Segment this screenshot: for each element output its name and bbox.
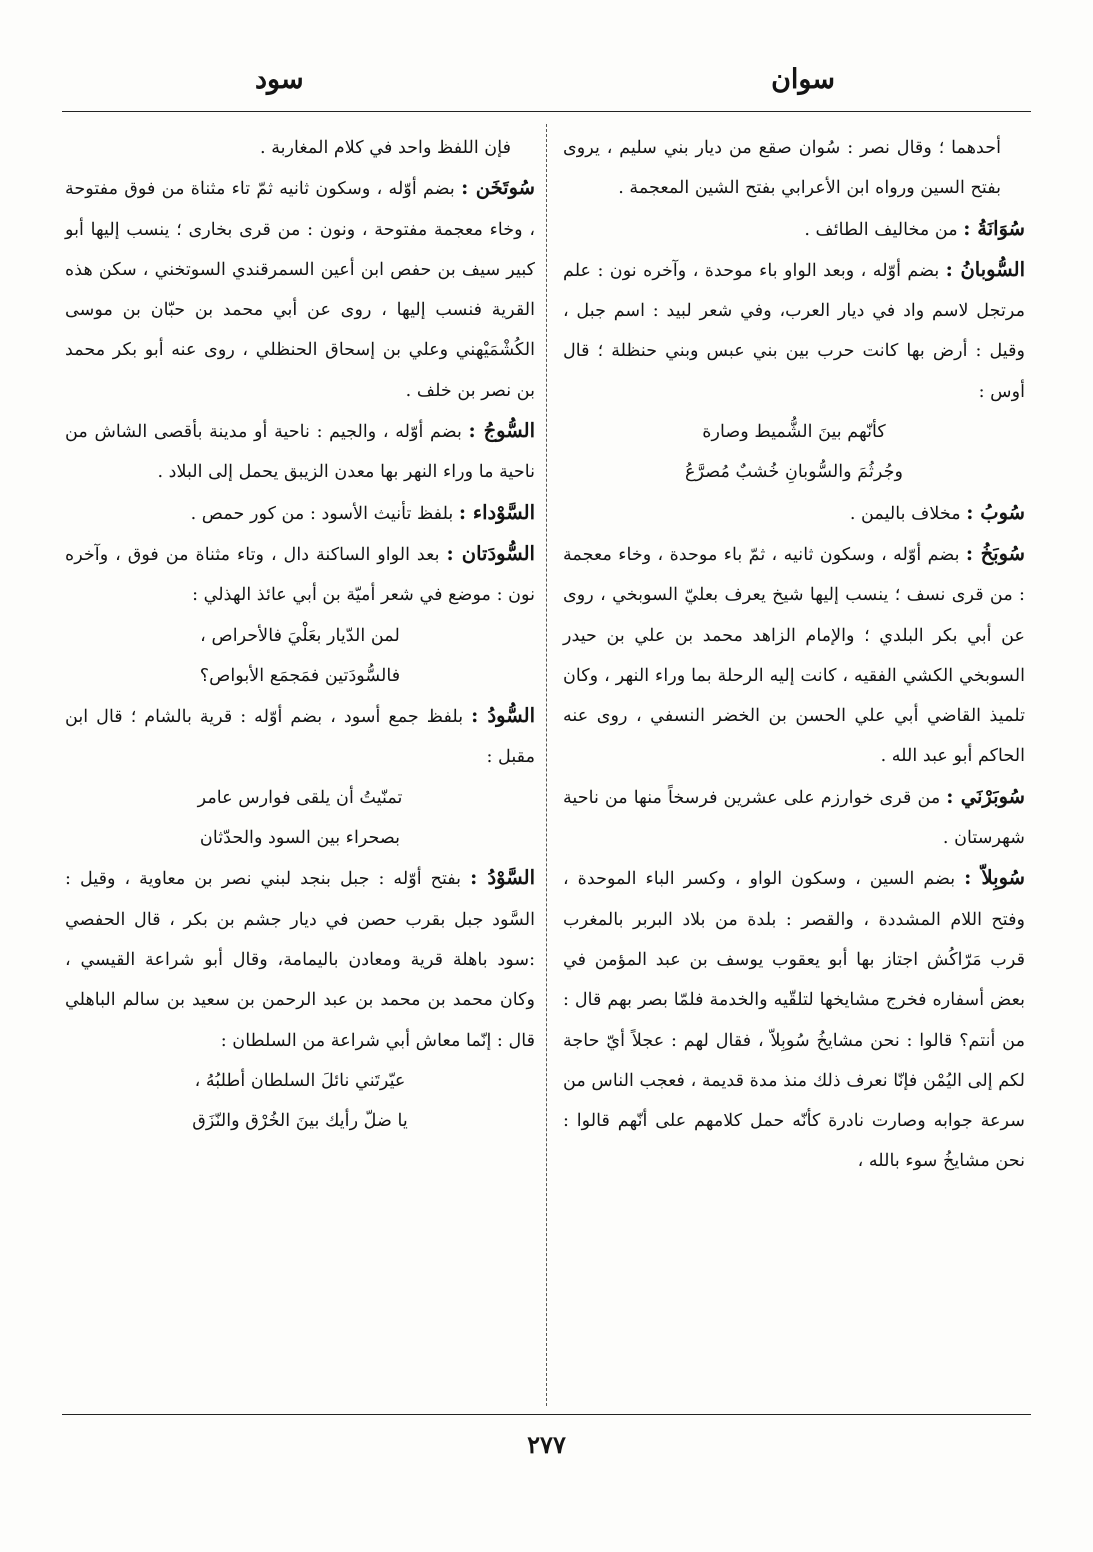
dictionary-entry [65, 411, 535, 493]
entry-definition: بعد الواو الساكنة دال ، وتاء مثناة من فوق ، وآخره نون : موضع في شعر أميّة بن أبي عائذ الهذلي : [65, 544, 535, 606]
entry-headword: سُوبُ : [966, 500, 1025, 524]
entry-definition: بلفظ تأنيث الأسود : من كور حمص . [190, 503, 459, 524]
entry-headword: سُوَانَةُ : [963, 216, 1025, 240]
dictionary-entry [563, 858, 1025, 1181]
continued-text: أحدهما ؛ وقال نصر : سُوان صقع من ديار بني سليم ، يروى بفتح السين ورواه ابن الأعرابي بفتح الشين المعجمة . [563, 138, 1001, 199]
entry-headword: السُّودُ : [471, 704, 536, 728]
dictionary-entry [563, 250, 1025, 412]
verse-line: عيّرتَني نائلَ السلطان أطلبُهُ ، [194, 1070, 406, 1091]
verse-line: يا ضلّ رأيك بينَ الخُرْق والنّزَق [192, 1111, 408, 1132]
entry-headword: سُوبَرْنَي : [946, 784, 1025, 808]
entry-definition: بضم أوّله ، وبعد الواو باء موحدة ، وآخره نون : علم مرتجل لاسم واد في ديار العرب، وفي شعر لبيد : اسم جبل ، وقيل : أرض بها كانت حرب بين بني عبس وبني حنظلة ؛ قال أوس : [563, 260, 1025, 402]
entry-headword: سُوبَخُ : [965, 541, 1026, 565]
verse-line: فالسُّودَتين فمَجمَع الأبواص؟ [199, 665, 401, 686]
entry-headword: السُّوبانُ : [945, 257, 1025, 281]
dictionary-entry [65, 858, 535, 1060]
entry-definition: من مخاليف الطائف . [804, 219, 964, 240]
entry-definition: بضم أوّله ، وسكون ثانيه ثمّ تاء مثناة من فوق مفتوحة ، وخاء معجمة مفتوحة ، ونون : من قرى بخارى ؛ ينسب إليها أبو كبير سيف بن حفص ابن أعين السمرقندي السوتخني ، سكن هذه القرية فنسب إليها ، روى عن أبي محمد بن حبّان بن موسى الكُشْمَيْهني وعلي بن إسحاق الحنظلي ، روى عنه أبو بكر محمد بن نصر بن خلف . [65, 179, 535, 401]
entry-headword: السَّوْدُ : [470, 866, 535, 890]
footer-rule [62, 1414, 1031, 1415]
verse-line: كأنّهم بينَ الشُّميط وصارة [702, 422, 886, 443]
dictionary-entry [563, 534, 1025, 777]
entry-definition: من قرى خوارزم على عشرين فرسخاً منها من ناحية شهرستان . [563, 787, 1025, 849]
verse-line: لمن الدّيار بعَلْيَ فالأحراص ، [200, 625, 400, 646]
dictionary-entry [65, 696, 535, 778]
verse-line: وجُرثُمَ والسُّوبانِ خُشبٌ مُصرَّعُ [685, 462, 903, 483]
continued-text: فإن اللفظ واحد في كلام المغاربة . [260, 138, 511, 158]
dictionary-entry [563, 209, 1025, 250]
entry-definition: مخلاف باليمن . [849, 503, 967, 524]
running-header-right: سوان [771, 64, 835, 95]
entry-definition: بضم السين ، وسكون الواو ، وكسر الباء الموحدة ، وفتح اللام المشددة ، والقصر : بلدة من بلاد البربر بالمغرب قرب مَرّاكُش اجتاز بها أبو يعقوب يوسف بن عبد المؤمن في بعض أسفاره فخرج مشايخها لتلقّيه والخدمة فلمّا بصر بهم قال : من أنتم؟ قالوا : نحن مشايخُ سُوبِلاّ ، فقال لهم : عجلاً أيّ حاجة لكم إلى اليُمْن فإنّا نعرف ذلك منذ مدة قديمة ، فعجب الناس من سرعة جوابه وصارت نادرة كأنّه حمل كلامهم على أنّهم قالوا : نحن مشايخُ سوء بالله ، [563, 869, 1025, 1172]
entry-headword: السُّودَتان : [446, 541, 535, 565]
entry-headword: سُوبِلاّ : [964, 866, 1025, 890]
entry-definition: بضم أوّله ، وسكون ثانيه ، ثمّ باء موحدة ، وخاء معجمة : من قرى نسف ؛ ينسب إليها شيخ يعرف بعليّ السوبخي ، روى عن أبي بكر البلدي ؛ والإمام الزاهد محمد بن علي بن حيدر السوبخي الكشي الفقيه ، كانت إليه الرحلة بما وراء النهر ، وكان تلميذ القاضي أبي علي الحسن بن الخضر النسفي ، روى عنه الحاكم أبو عبد الله . [563, 544, 1025, 767]
entry-definition: بلفظ جمع أسود ، بضم أوّله : قرية بالشام ؛ قال ابن مقبل : [65, 707, 535, 768]
page-number: ٢٧٧ [527, 1430, 566, 1459]
dictionary-entry [563, 493, 1025, 534]
entry-headword: السُّوجُ : [468, 419, 535, 443]
entry-definition: بفتح أوّله : جبل بنجد لبني نصر بن معاوية ، وقيل : السَّود جبل بقرب حصن في ديار جشم بن بكر ، قال الحفصي :سود باهلة قرية ومعادن باليمامة، وقال أبو شراعة القيسي ، وكان محمد بن محمد بن عبد الرحمن بن سعيد بن سالم الباهلي قال : إنّما معاش أبي شراعة من السلطان : [65, 869, 535, 1051]
entry-headword: سُوتَخَن : [461, 176, 535, 200]
dictionary-entry [65, 168, 535, 411]
column-divider [546, 124, 547, 1406]
right-column [563, 128, 1025, 1182]
verse-line: بصحراء بين السود والحدّثان [199, 828, 401, 849]
left-column [65, 128, 535, 1141]
entry-headword: السَّوْداء : [458, 500, 535, 524]
dictionary-entry [65, 534, 535, 616]
verse-line: تمنّيتُ أن يلقى فوارس عامر [197, 787, 403, 808]
header-rule [62, 111, 1031, 112]
dictionary-entry [563, 777, 1025, 859]
running-header-left: سود [255, 64, 304, 95]
entry-definition: بضم أوّله ، والجيم : ناحية أو مدينة بأقصى الشاش من ناحية ما وراء النهر بها معدن الزيبق يحمل إلى البلاد . [65, 422, 535, 483]
dictionary-entry [65, 493, 535, 534]
